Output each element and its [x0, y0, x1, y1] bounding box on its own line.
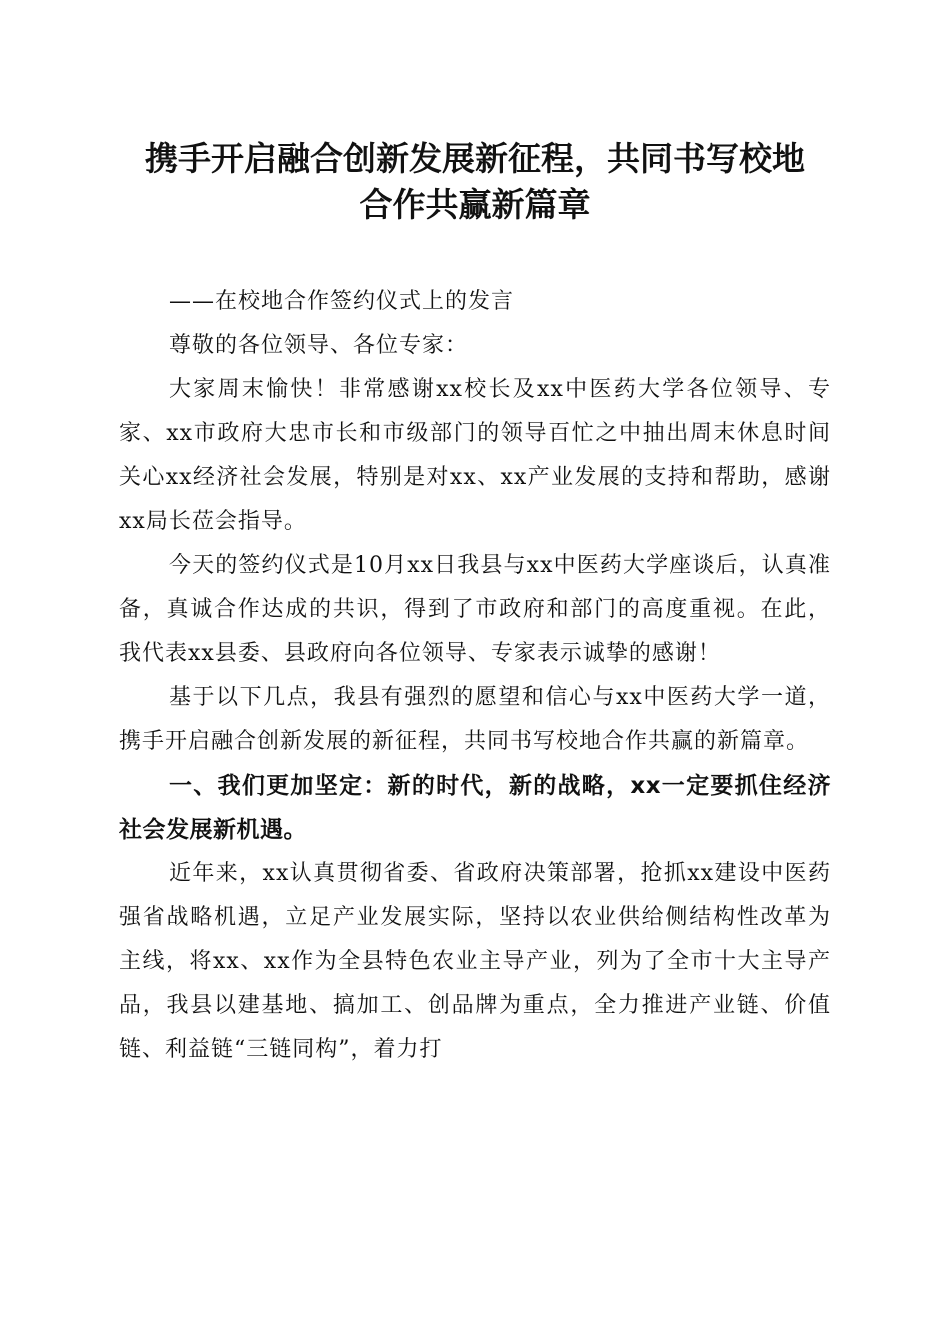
paragraph-3: 基于以下几点，我县有强烈的愿望和信心与xx中医药大学一道，携手开启融合创新发展的新征程，共同书写校地合作共赢的新篇章。: [119, 685, 831, 754]
title-line-1: 携手开启融合创新发展新征程，共同书写校地: [145, 139, 805, 178]
salutation: 尊敬的各位领导、各位专家：: [169, 333, 469, 358]
document-title: [110, 136, 840, 228]
paragraph-4: 近年来，xx认真贯彻省委、省政府决策部署，抢抓xx建设中医药强省战略机遇，立足产业发展实际，坚持以农业供给侧结构性改革为主线，将xx、xx作为全县特色农业主导产业，列为了全市十大主导产品，我县以建基地、搞加工、创品牌为重点，全力推进产业链、价值链、利益链“三链同构”，着力打: [119, 861, 831, 1062]
paragraph-2: 今天的签约仪式是10月xx日我县与xx中医药大学座谈后，认真准备，真诚合作达成的共识，得到了市政府和部门的高度重视。在此，我代表xx县委、县政府向各位领导、专家表示诚挚的感谢！: [119, 553, 831, 666]
document-body: [119, 280, 831, 1072]
title-line-2: 合作共赢新篇章: [359, 185, 591, 224]
paragraph-1: 大家周末愉快！非常感谢xx校长及xx中医药大学各位领导、专家、xx市政府大忠市长和市级部门的领导百忙之中抽出周末休息时间关心xx经济社会发展，特别是对xx、xx产业发展的支持和帮助，感谢xx局长莅会指导。: [119, 377, 831, 534]
subtitle: ——在校地合作签约仪式上的发言: [169, 289, 515, 314]
section-heading-1: 一、我们更加坚定：新的时代，新的战略，xx一定要抓住经济社会发展新机遇。: [119, 773, 831, 843]
